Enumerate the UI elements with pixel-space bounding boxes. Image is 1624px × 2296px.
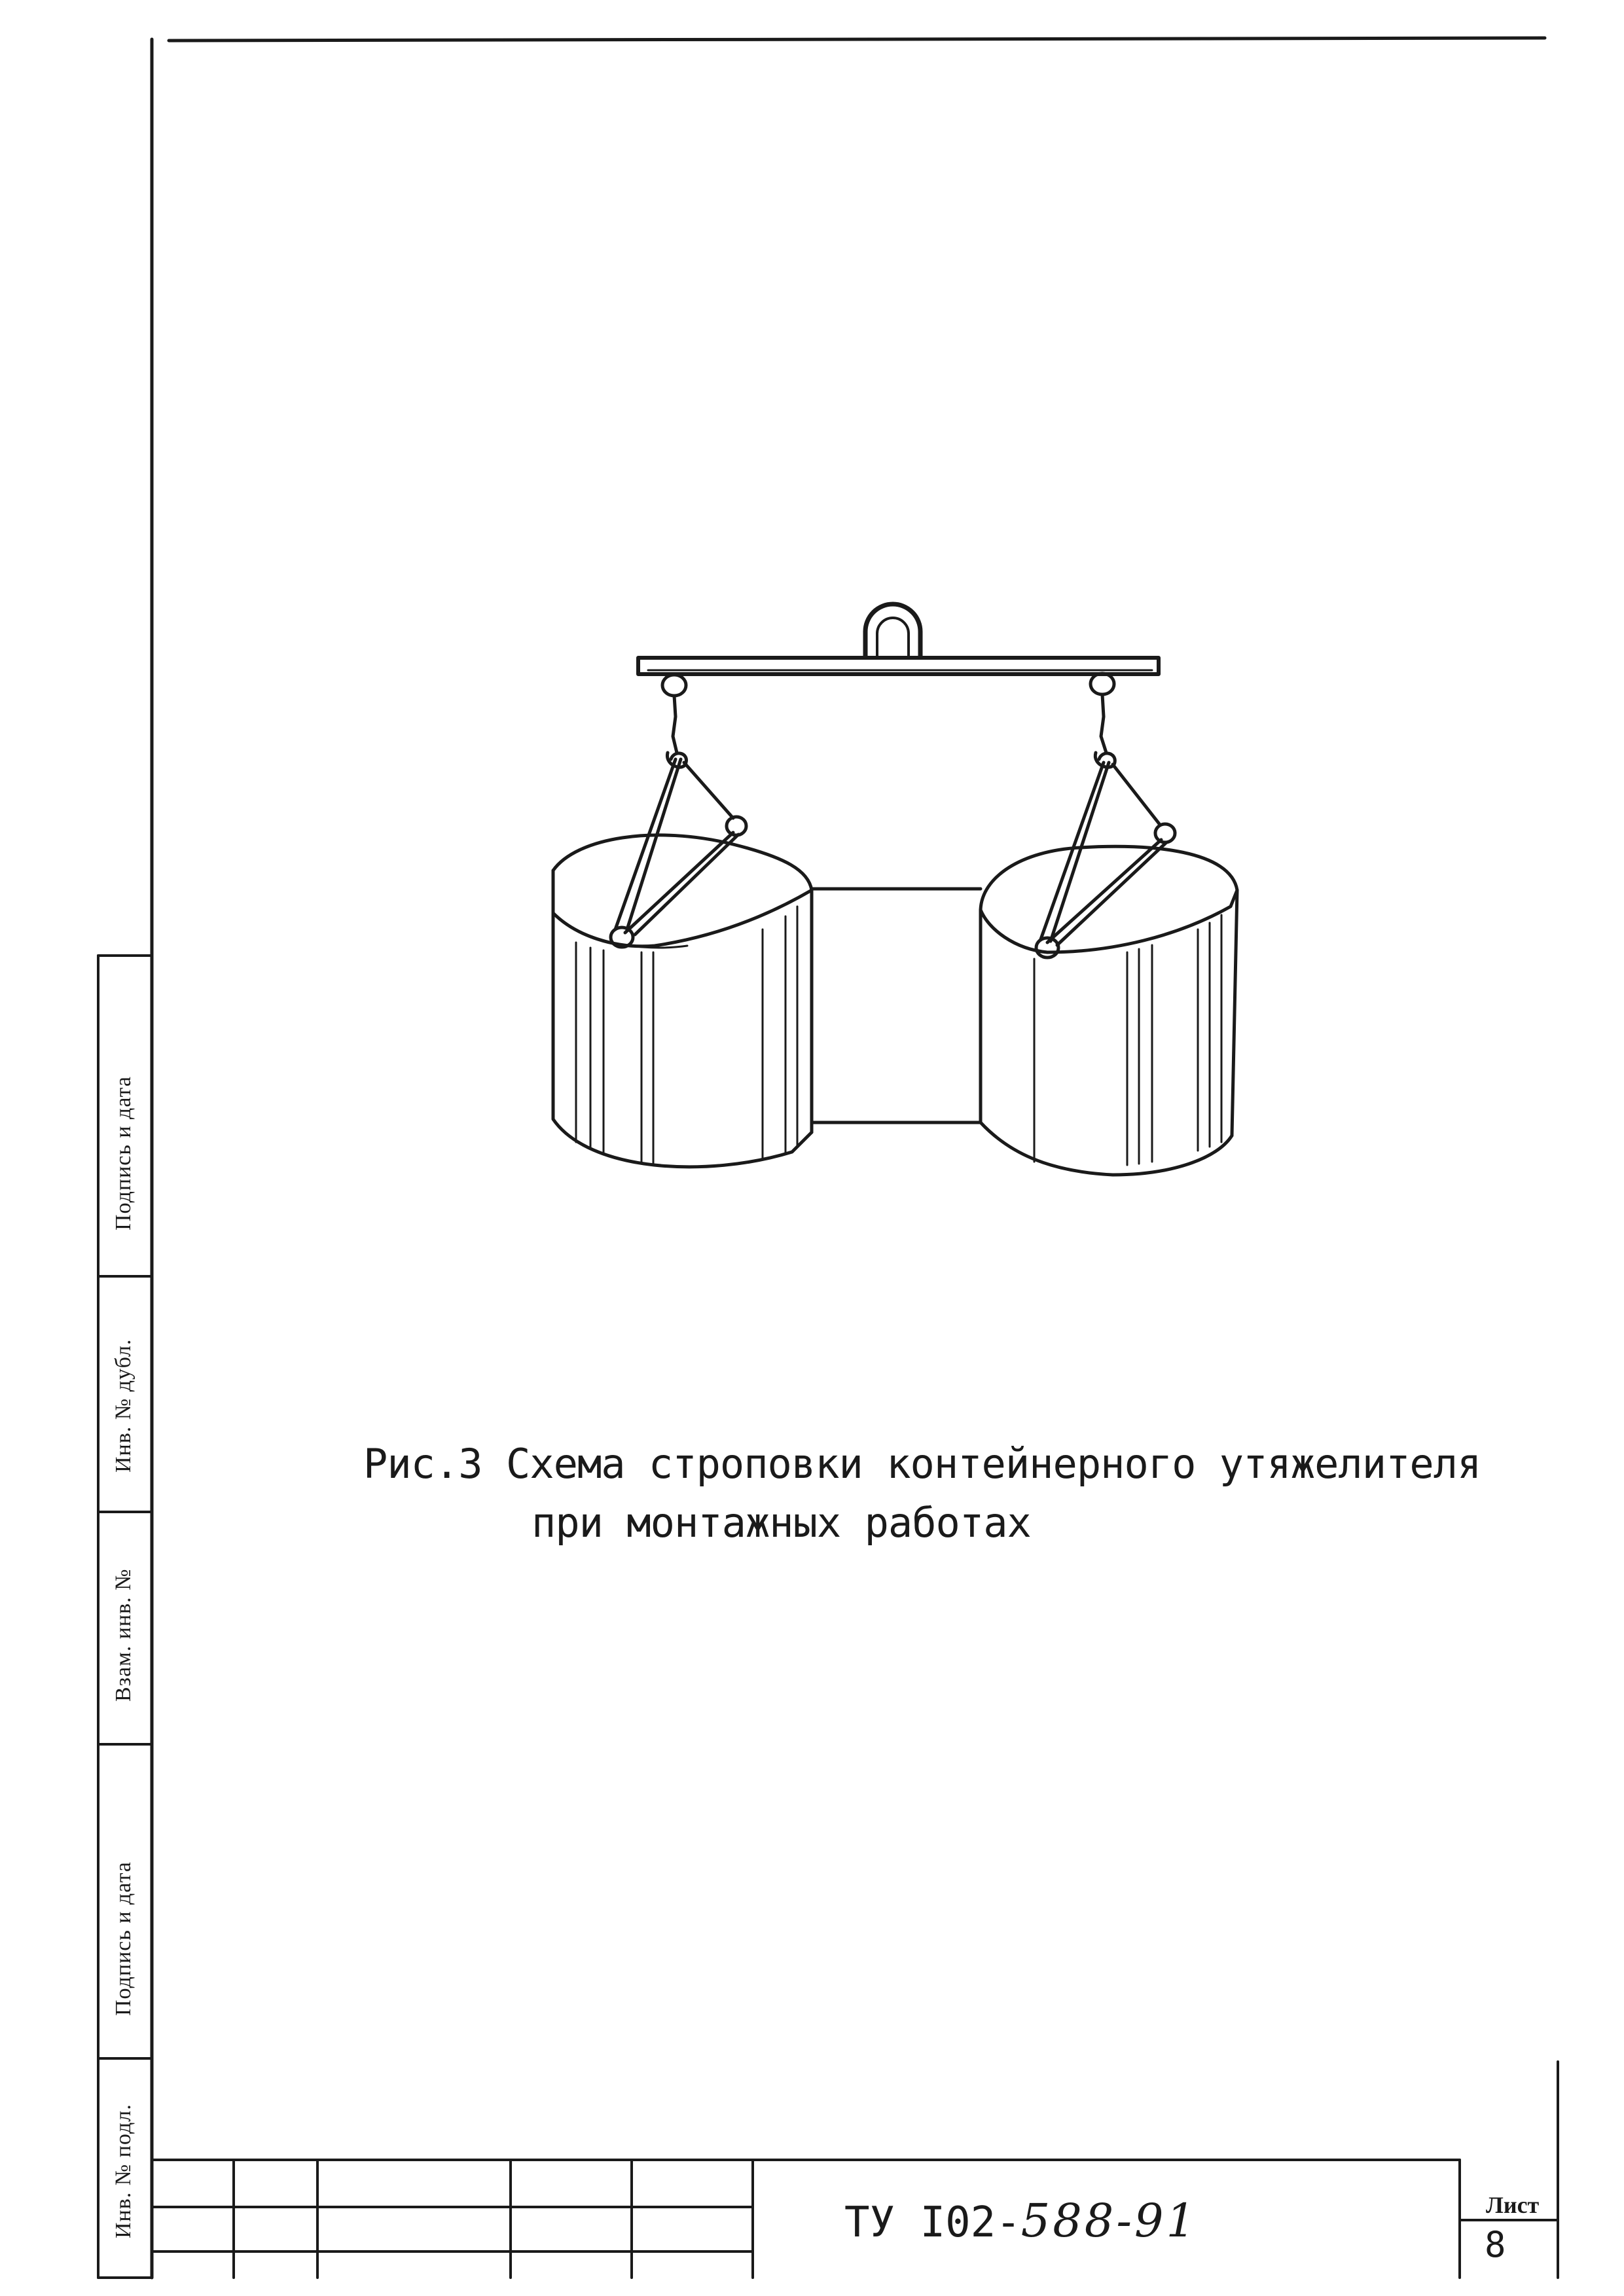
document-code-handwritten: 588-91 [1020,2194,1199,2248]
right-sling [1036,673,1175,958]
sheet-number: 8 [1485,2224,1506,2265]
lifting-eye [865,604,920,656]
figure-caption-line1: Рис.3 Схема строповки контейнерного утяжелителя [363,1440,1481,1488]
connector-block [812,889,981,1122]
document-code [844,2194,1198,2248]
stamp-label-original-inv: Инв. № подл. [111,2104,135,2238]
left-sling [611,675,746,947]
sheet-label: Лист [1486,2192,1540,2218]
spreader-beam [638,658,1159,674]
sheet-frame [152,38,1545,2278]
left-container [553,835,812,1167]
stamp-label-duplicate-inv: Инв. № дубл. [111,1338,135,1473]
stamp-label-replacement-inv: Взам. инв. № [111,1568,135,1702]
stamp-label-signature-date-top: Подпись и дата [111,1076,135,1230]
document-code-prefix: ТУ I02- [844,2198,1021,2247]
figure-caption-line2: при монтажных работах [532,1499,1031,1547]
stamp-label-signature-date-bottom: Подпись и дата [111,1861,135,2016]
